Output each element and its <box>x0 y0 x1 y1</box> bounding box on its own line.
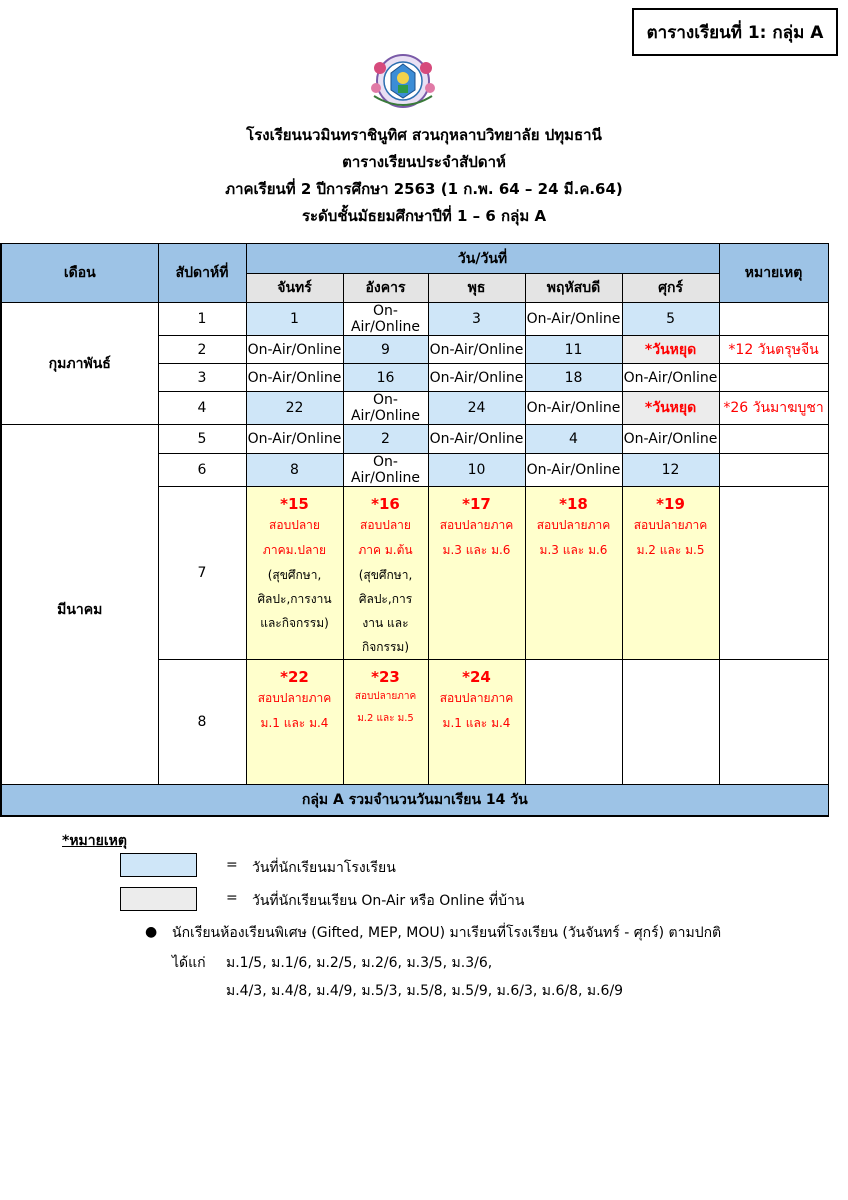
header-row <box>1 244 828 274</box>
exam-label: สอบปลายภาค <box>439 518 514 532</box>
exam-level: ม.2 และ ม.5 <box>357 713 414 724</box>
holiday-cell: *วันหยุด <box>622 336 719 364</box>
online-day-cell: On-Air/Online <box>246 425 343 454</box>
week-number: 3 <box>158 364 246 392</box>
exam-subject: ศิลปะ,การ <box>358 592 413 606</box>
school-day-cell: 24 <box>428 392 525 425</box>
exam-label: สอบปลายภาค <box>536 518 611 532</box>
week-number: 2 <box>158 336 246 364</box>
day-fri: ศุกร์ <box>622 274 719 303</box>
exam-level: ม.2 และ ม.5 <box>636 543 705 557</box>
schedule-name: ตารางเรียนประจำสัปดาห์ <box>342 153 506 171</box>
schedule-title: ตารางเรียนที่ 1: กลุ่ม A <box>646 22 824 43</box>
note-header: หมายเหตุ <box>719 244 828 303</box>
online-day-cell: On-Air/Online <box>622 425 719 454</box>
school-day-swatch <box>120 853 197 877</box>
exam-date: *24 <box>462 668 491 686</box>
day-wed: พุธ <box>428 274 525 303</box>
exam-label: สอบปลาย <box>269 518 320 532</box>
school-day-cell: 22 <box>246 392 343 425</box>
online-day-cell: On-Air/Online <box>525 454 622 487</box>
online-day-cell: On-Air/Online <box>343 392 428 425</box>
schedule-title-box <box>632 8 838 56</box>
month-march: มีนาคม <box>1 425 158 785</box>
exam-level: ม.1 และ ม.4 <box>260 716 329 730</box>
bullet-icon: ● <box>145 924 158 940</box>
legend-equals: = <box>226 890 238 906</box>
school-day-cell: 11 <box>525 336 622 364</box>
exam-subject: และกิจกรรม) <box>260 616 329 630</box>
school-day-cell: 4 <box>525 425 622 454</box>
school-day-cell: 8 <box>246 454 343 487</box>
total-days: กลุ่ม A รวมจำนวนวันมาเรียน 14 วัน <box>1 785 828 816</box>
school-day-cell: 5 <box>622 303 719 336</box>
exam-date: *17 <box>462 495 491 513</box>
online-day-cell: On-Air/Online <box>428 425 525 454</box>
school-day-cell: 10 <box>428 454 525 487</box>
exam-date: *16 <box>371 495 400 513</box>
school-day-cell: 2 <box>343 425 428 454</box>
exam-day-cell <box>428 660 525 785</box>
holiday-cell: *วันหยุด <box>622 392 719 425</box>
online-day-cell: On-Air/Online <box>428 336 525 364</box>
online-day-cell: On-Air/Online <box>246 336 343 364</box>
month-header: เดือน <box>1 244 158 303</box>
exam-date: *23 <box>371 668 400 686</box>
total-row <box>1 785 828 816</box>
exam-day-cell <box>343 660 428 785</box>
legend-title: *หมายเหตุ <box>62 833 127 849</box>
school-day-cell: 9 <box>343 336 428 364</box>
exam-date: *19 <box>656 495 685 513</box>
month-february: กุมภาพันธ์ <box>1 303 158 425</box>
exam-label: สอบปลายภาค <box>633 518 708 532</box>
online-day-cell: On-Air/Online <box>622 364 719 392</box>
school-day-cell: 3 <box>428 303 525 336</box>
exam-day-cell <box>428 487 525 660</box>
class-list-line-2: ม.4/3, ม.4/8, ม.4/9, ม.5/3, ม.5/8, ม.5/9, ม.6/3, ม.6/8, ม.6/9 <box>226 983 624 999</box>
online-day-cell: On-Air/Online <box>428 364 525 392</box>
week-number: 8 <box>158 660 246 785</box>
special-class-note: นักเรียนห้องเรียนพิเศษ (Gifted, MEP, MOU) มาเรียนที่โรงเรียน (วันจันทร์ - ศุกร์) ตามปกติ <box>172 925 722 941</box>
week-number: 7 <box>158 487 246 660</box>
week-number: 6 <box>158 454 246 487</box>
note-cell <box>719 303 828 336</box>
online-day-cell: On-Air/Online <box>246 364 343 392</box>
exam-level: ภาคม.ปลาย <box>262 543 327 557</box>
days-header: วัน/วันที่ <box>246 244 719 274</box>
exam-day-cell <box>246 660 343 785</box>
note-cell: *12 วันตรุษจีน <box>719 336 828 364</box>
legend-school-day: วันที่นักเรียนมาโรงเรียน <box>252 860 396 876</box>
class-list-line-1: ม.1/5, ม.1/6, ม.2/5, ม.2/6, ม.3/5, ม.3/6, <box>226 955 493 971</box>
document-header <box>0 122 848 230</box>
exam-day-cell <box>246 487 343 660</box>
exam-day-cell <box>525 487 622 660</box>
week-number: 4 <box>158 392 246 425</box>
online-day-cell: On-Air/Online <box>343 454 428 487</box>
day-thu: พฤหัสบดี <box>525 274 622 303</box>
online-day-cell: On-Air/Online <box>525 303 622 336</box>
note-cell <box>719 660 828 785</box>
exam-date: *15 <box>280 495 309 513</box>
week-row <box>1 303 828 336</box>
exam-label: สอบปลายภาค <box>354 691 417 702</box>
grade-level: ระดับชั้นมัธยมศึกษาปีที่ 1 – 6 กลุ่ม A <box>301 207 547 225</box>
exam-day-cell <box>622 487 719 660</box>
exam-label: สอบปลาย <box>360 518 411 532</box>
exam-level: ม.3 และ ม.6 <box>442 543 511 557</box>
exam-subject: (สุขศึกษา, <box>358 568 413 582</box>
exam-subject: (สุขศึกษา, <box>267 568 322 582</box>
week-row <box>1 425 828 454</box>
exam-date: *22 <box>280 668 309 686</box>
note-cell <box>719 364 828 392</box>
empty-day-cell <box>525 660 622 785</box>
exam-subject: กิจกรรม) <box>361 640 410 654</box>
online-day-swatch <box>120 887 197 911</box>
legend-online-day: วันที่นักเรียนเรียน On-Air หรือ Online ที่บ้าน <box>252 893 525 909</box>
exam-level: ม.3 และ ม.6 <box>539 543 608 557</box>
exam-day-cell <box>343 487 428 660</box>
week-number: 1 <box>158 303 246 336</box>
exam-subject: ศิลปะ,การงาน <box>257 592 332 606</box>
school-name: โรงเรียนนวมินทราชินูทิศ สวนกุหลาบวิทยาลัย ปทุมธานี <box>246 126 602 144</box>
note-cell: *26 วันมาฆบูชา <box>719 392 828 425</box>
exam-subject: งาน และ <box>362 616 409 630</box>
exam-level: ภาค ม.ต้น <box>358 543 413 557</box>
school-emblem-icon <box>362 48 444 114</box>
week-header: สัปดาห์ที่ <box>158 244 246 303</box>
legend-equals: = <box>226 857 238 873</box>
note-cell <box>719 425 828 454</box>
school-day-cell: 16 <box>343 364 428 392</box>
note-cell <box>719 487 828 660</box>
exam-label: สอบปลายภาค <box>257 691 332 705</box>
empty-day-cell <box>622 660 719 785</box>
schedule-table <box>0 243 829 817</box>
exam-level: ม.1 และ ม.4 <box>442 716 511 730</box>
include-label: ได้แก่ <box>172 955 206 971</box>
online-day-cell: On-Air/Online <box>525 392 622 425</box>
day-mon: จันทร์ <box>246 274 343 303</box>
school-day-cell: 12 <box>622 454 719 487</box>
day-tue: อังคาร <box>343 274 428 303</box>
note-cell <box>719 454 828 487</box>
exam-label: สอบปลายภาค <box>439 691 514 705</box>
semester-info: ภาคเรียนที่ 2 ปีการศึกษา 2563 (1 ก.พ. 64 – 24 มี.ค.64) <box>225 180 623 198</box>
school-day-cell: 18 <box>525 364 622 392</box>
week-number: 5 <box>158 425 246 454</box>
school-day-cell: 1 <box>246 303 343 336</box>
online-day-cell: On-Air/Online <box>343 303 428 336</box>
exam-date: *18 <box>559 495 588 513</box>
